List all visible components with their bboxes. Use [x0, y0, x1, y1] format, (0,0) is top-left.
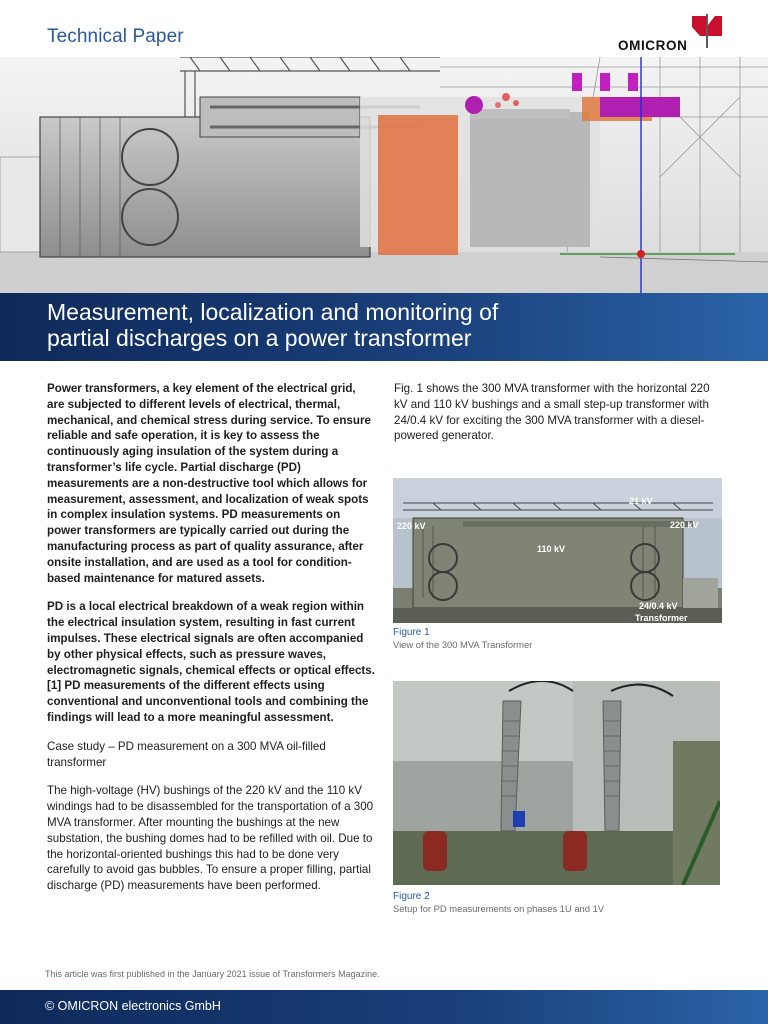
case-study-paragraph: The high-voltage (HV) bushings of the 220 kV and the 110 kV windings had to be disassembled for the transportation of a 300 MVA transformer. After mounting the bushings at the new substation, the bushing domes had to be refilled with oil. Due to the horizontal-oriented bushings this had to be done very carefully to avoid gas bubbles. To ensure a proper filling, partial discharge (PD) measurements have been performed. — [47, 784, 374, 893]
omicron-logo — [618, 14, 724, 52]
case-study-heading: Case study – PD measurement on a 300 MVA oil-filled transformer — [47, 739, 326, 769]
label-transformer: Transformer — [635, 613, 688, 623]
label-110kv: 110 kV — [537, 544, 566, 554]
figure-2-image — [393, 681, 720, 885]
title-band — [0, 293, 768, 361]
page-title — [47, 299, 747, 351]
publication-footnote: This article was first published in the January 2021 issue of Transformers Magazine. — [45, 969, 380, 979]
brand-name: OMICRON — [618, 38, 688, 53]
label-220kv-left: 220 kV — [397, 521, 426, 531]
label-220kv-right: 220 kV — [670, 520, 699, 530]
title-line-1: Measurement, localization and monitoring of — [47, 299, 499, 325]
footer-band — [0, 990, 768, 1024]
label-21kv: 21 kV — [629, 496, 653, 506]
figure-2-caption — [393, 890, 604, 915]
figure-intro-paragraph: Fig. 1 shows the 300 MVA transformer with the horizontal 220 kV and 110 kV bushings and a small step-up transformer with 24/0.4 kV for exciting the 300 MVA transformer with a diesel-powered generator. — [394, 382, 710, 443]
figure-2-label: Figure 2 — [393, 891, 430, 902]
title-line-2: partial discharges on a power transformer — [47, 325, 472, 351]
figure-1-caption — [393, 626, 532, 651]
figure-1-caption-text: View of the 300 MVA Transformer — [393, 639, 533, 650]
pd-definition-paragraph: PD is a local electrical breakdown of a weak region within the electrical insulation system, resulting in fast current impulses. These electrical signals are often accompanied by other physical effects, such as pressure waves, electromagnetic signals, chemical effects or optical effects. [1] PD measurements of the different effects using conventional and unconventional tools and combining the findings will lead to a more meaningful assessment. — [47, 600, 375, 724]
figure-2-caption-text: Setup for PD measurements on phases 1U and 1V — [393, 903, 605, 914]
hero-transformer-image — [0, 57, 768, 293]
intro-paragraph: Power transformers, a key element of the electrical grid, are subjected to different levels of electrical, thermal, mechanical, and chemical stress during service. To ensure reliable and safe operation, it is key to assess the continuously aging insulation of the system during a transformer’s life cycle. Partial discharge (PD) measurements are a non-destructive tool which allows for measurement, assessment, and localization of weak spots in complex insulation systems. PD measurements on power transformers are typically carried out during the manufacturing process as part of quality assurance, after onsite installation, and are used as a tool for condition-based maintenance for matured assets. — [47, 382, 371, 585]
document-type-label: Technical Paper — [47, 26, 184, 47]
figure-1-image — [393, 478, 722, 623]
figure-1-label: Figure 1 — [393, 627, 430, 638]
label-24kv: 24/0.4 kV — [639, 601, 678, 611]
copyright-text: © OMICRON electronics GmbH — [45, 999, 221, 1013]
left-column — [47, 381, 375, 907]
